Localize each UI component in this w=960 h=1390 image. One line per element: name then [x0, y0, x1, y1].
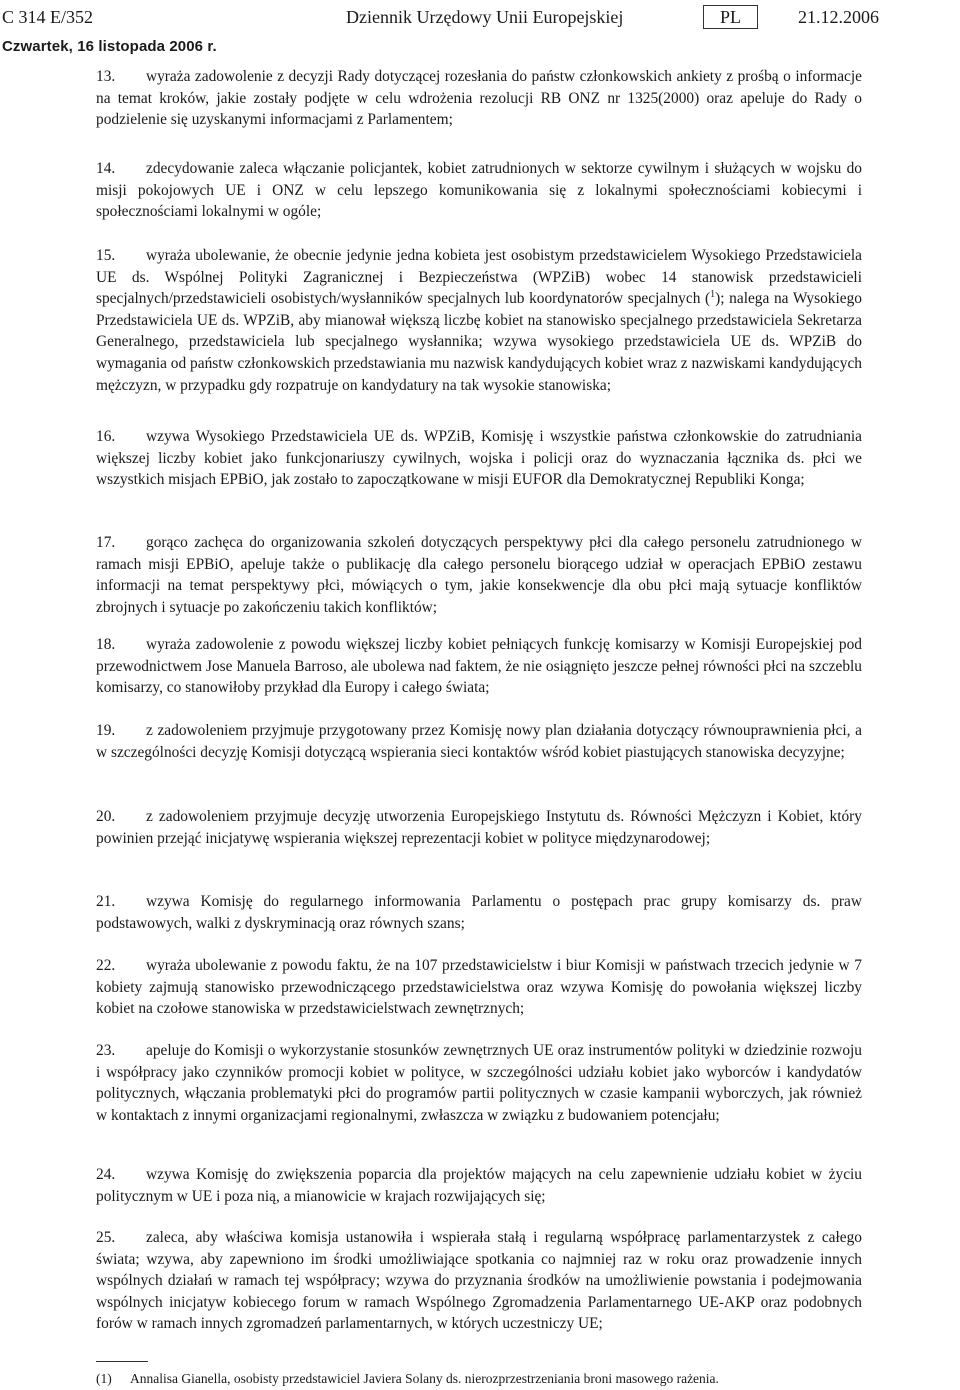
paragraph-15	[96, 245, 862, 396]
paragraph-14	[96, 158, 862, 223]
paragraph-19	[96, 720, 862, 763]
paragraph-13	[96, 66, 862, 131]
paragraph-number: 16.	[96, 428, 116, 445]
sitting-date: Czwartek, 16 listopada 2006 r.	[2, 38, 217, 55]
footnote-divider	[96, 1361, 148, 1362]
paragraph-number: 19.	[96, 722, 116, 739]
paragraph-21	[96, 891, 862, 934]
paragraph-text: apeluje do Komisji o wykorzystanie stosunków zewnętrznych UE oraz instrumentów polityki w dziedzinie rozwoju i współpracy jako czynników promocji kobiet w polityce, w szczególności udziału kobiet jako wyborców i kandydatów politycznych, włączania problematyki płci do programów partii politycznych w czasie kampanii wyborczych, jak również w kontaktach z innymi organizacjami regionalnymi, zwłaszcza w związku z budowaniem potencjału;	[96, 1042, 862, 1124]
paragraph-text: wyraża zadowolenie z decyzji Rady dotyczącej rozesłania do państw członkowskich ankiety z prośbą o informacje na temat kroków, jakie zostały podjęte w celu wdrożenia rezolucji RB ONZ nr 1325(2000) oraz apeluje do Rady o podzielenie się uzyskanymi informacjami z Parlamentem;	[96, 68, 862, 129]
publication-date: 21.12.2006	[798, 7, 879, 27]
paragraph-number: 14.	[96, 160, 116, 177]
paragraph-text: wyraża ubolewanie z powodu faktu, że na 107 przedstawicielstw i biur Komisji w państwach trzecich jedynie w 7 kobiety zajmują stanowisko przewodniczącego przedstawicielstwa oraz wzywa Komisję do powołania większej liczby kobiet na czołowe stanowiska w przedstawicielstwach zewnętrznych;	[96, 957, 862, 1018]
paragraph-17	[96, 532, 862, 618]
paragraph-number: 24.	[96, 1166, 116, 1183]
footnote	[96, 1370, 876, 1387]
paragraph-text: zdecydowanie zaleca włączanie policjantek, kobiet zatrudnionych w sektorze cywilnym i służących w wojsku do misji pokojowych UE i ONZ w celu lepszego komunikowania się z lokalnymi społecznościami kobiecymi i społecznościami lokalnymi w ogóle;	[96, 160, 862, 221]
paragraph-24	[96, 1164, 862, 1207]
paragraph-number: 23.	[96, 1042, 116, 1059]
paragraph-18	[96, 634, 862, 699]
paragraph-number: 25.	[96, 1229, 116, 1246]
paragraph-text: zaleca, aby właściwa komisja ustanowiła i wspierała stałą i regularną współpracę parlamentarzystek z całego świata; wzywa, aby zapewniono im środki umożliwiające spotkania co najmniej raz w roku oraz prowadzenie innych wspólnych działań w ramach tej współpracy; wzywa do przyznania środków na umożliwienie powstania i podejmowania wspólnych inicjatyw kobiecego forum w ramach Wspólnego Zgromadzenia Parlamentarnego UE-AKP oraz podobnych forów w ramach innych zgromadzeń parlamentarnych, w których uczestniczy UE;	[96, 1229, 862, 1333]
journal-code: C 314 E/352	[2, 7, 94, 27]
paragraph-number: 15.	[96, 247, 116, 264]
paragraph-number: 18.	[96, 636, 116, 653]
paragraph-number: 20.	[96, 808, 116, 825]
paragraph-20	[96, 806, 862, 849]
paragraph-23	[96, 1040, 862, 1126]
paragraph-number: 13.	[96, 68, 116, 85]
paragraph-text: gorąco zachęca do organizowania szkoleń dotyczących perspektywy płci dla całego personelu zatrudnionego w ramach misji EPBiO, apeluje także o publikację dla całego personelu biorącego udział w operacjach EPBiO zestawu informacji na temat perspektywy płci, mówiących o tym, jakie konsekwencje dla obu płci mają sytuacje konfliktów zbrojnych i sytuacje po zakończeniu takich konfliktów;	[96, 534, 862, 616]
paragraph-22	[96, 955, 862, 1020]
language-badge: PL	[703, 5, 758, 29]
journal-title: Dziennik Urzędowy Unii Europejskiej	[346, 7, 624, 27]
paragraph-number: 21.	[96, 893, 116, 910]
paragraph-16	[96, 426, 862, 491]
paragraph-text: z zadowoleniem przyjmuje decyzję utworzenia Europejskiego Instytutu ds. Równości Mężczyzn i Kobiet, który powinien przejąć inicjatywę wspierania większej reprezentacji kobiet w polityce międzynarodowej;	[96, 808, 862, 847]
paragraph-text: z zadowoleniem przyjmuje przygotowany przez Komisję nowy plan działania dotyczący równouprawnienia płci, a w szczególności decyzję Komisji dotyczącą wspierania sieci kontaktów wśród kobiet piastujących stanowiska decyzyjne;	[96, 722, 862, 761]
footnote-reference[interactable]: 1	[710, 289, 716, 301]
paragraph-text: wzywa Komisję do regularnego informowania Parlamentu o postępach prac grupy komisarzy ds. praw podstawowych, walki z dyskryminacją oraz równych szans;	[96, 893, 862, 932]
page-header	[0, 4, 960, 30]
footnote-text: Annalisa Gianella, osobisty przedstawiciel Javiera Solany ds. nierozprzestrzeniania broni masowego rażenia.	[130, 1371, 719, 1386]
paragraph-text-continued: ); nalega na Wysokiego Przedstawiciela UE ds. WPZiB, aby mianował większą liczbę kobiet na stanowisko specjalnego przedstawiciela Sekretarza Generalnego, przedstawiciela lub specjalnego wysłannika; wzywa wysokiego przedstawiciela UE ds. WPZiB do wymagania od państw członkowskich przedstawiania mu nazwisk kandydujących kobiet wraz z nazwiskami kandydujących mężczyzn, w przypadku gdy rozpatruje on kandydatury na tak wysokie stanowiska;	[96, 290, 862, 394]
paragraph-text: wzywa Komisję do zwiększenia poparcia dla projektów mających na celu zapewnienie udziału kobiet w życiu politycznym w UE i poza nią, a mianowicie w krajach rozwijających się;	[96, 1166, 862, 1205]
paragraph-text: wyraża ubolewanie, że obecnie jedynie jedna kobieta jest osobistym przedstawicielem Wysokiego Przedstawiciela UE ds. Wspólnej Polityki Zagranicznej i Bezpieczeństwa (WPZiB) wobec 14 stanowisk przedstawicieli specjalnych/przedstawicieli osobistych/wysłanników specjalnych lub koordynatorów specjalnych (	[96, 247, 862, 308]
paragraph-25	[96, 1227, 862, 1335]
paragraph-number: 17.	[96, 534, 116, 551]
footnote-mark: (1)	[96, 1371, 112, 1386]
paragraph-number: 22.	[96, 957, 116, 974]
paragraph-text: wzywa Wysokiego Przedstawiciela UE ds. WPZiB, Komisję i wszystkie państwa członkowskie do zatrudniania większej liczby kobiet jako funkcjonariuszy cywilnych, wojska i policji oraz do wyznaczania łącznika ds. płci we wszystkich misjach EPBiO, jak zostało to zapoczątkowane w misji EUFOR dla Demokratycznej Republiki Konga;	[96, 428, 862, 489]
paragraph-text: wyraża zadowolenie z powodu większej liczby kobiet pełniących funkcję komisarzy w Komisji Europejskiej pod przewodnictwem Jose Manuela Barroso, ale ubolewa nad faktem, że nie osiągnięto jeszcze pełnej równości płci na szczeblu komisarzy, co stanowiłoby przykład dla Europy i całego świata;	[96, 636, 862, 697]
